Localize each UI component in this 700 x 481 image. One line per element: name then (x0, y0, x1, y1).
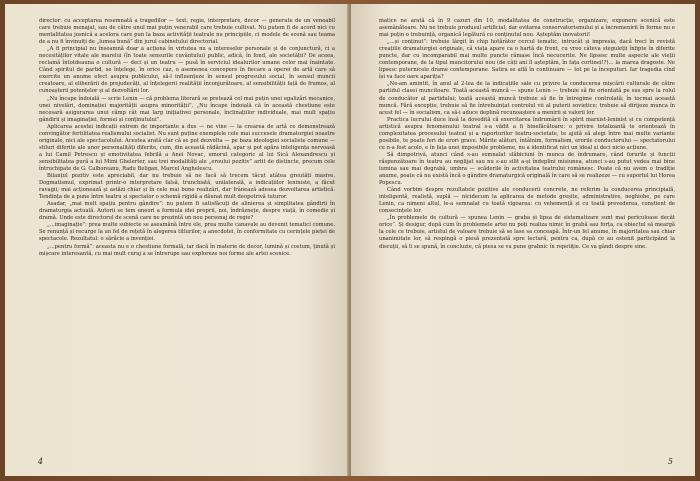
paragraph: Practica lucrului duce însă la dovedită că exercitarea îndrumării în spirit marxist-leninist și cu competență artistică asupra fenomenului teatral s-a vădit a fi binefăcătoare: o privire totalizantă te orientează în complexitatea procesului teatral și a raporturilor teatru-societate, te ajută să alegi între mai multe variante posibile, te poate feri de erori grave. Mărite alături, întâlnim, formalism, erorile conductorului — spectatorului ce n-a fost acolo, e în fața unei imposibile probleme, nu a identificat nici un ideal și deci nicio acțiune. (379, 116, 675, 151)
paragraph: Asadar, „mai mult spațiu pentru gândire”: nu putem fi satisfăcuți de alinierea și simplitatea gândirii în dramaturgia actuală. Autorii se tem uneori a formula idei proprii, noi, îndrăznețe, despre viață, în comedie și dramă. Unde este directorul de scenă care ne prezintă un nou personaj de regie? (39, 201, 335, 222)
paragraph: „Nu încape îndoială — scrie Lenin — că problema literară se pretează cel mai puțin unei egalizări mecanice, unei nivelări, dominației majorității asupra minorității”. „Nu încape îndoială că în această chestiune este necesară asigurarea unui câmp cât mai larg inițiativei personale, înclinațiilor individuale, mai mult spațiu gândirii și imaginației, formei și conținutului”. (39, 95, 335, 123)
paragraph: matice ne arată că în 9 cazuri din 10, modalitatea de construcție, organizare, expunere scenică este asemănătoare. Nu ne trebuie produsul artificial, dar evitarea conservatorismului și a încremenirii în forme nu e mai puțin o trebuință, organică legătură cu conținutul nou. Așteptăm inovatorii! (379, 18, 675, 39)
page-number-left: 4 (38, 457, 44, 466)
paragraph: Aplicarea acestei indicații extrem de importante a dus — ne vine — la crearea de artă ce demonstrează convingător fertilitatea realismului socialist. Nu sunt puține exemplele cele mai succesele dramaturgiei noastre originale, nici ale spectacolului. Acestea arată clar că se pot dezvolta — pe baza ideologiei socialiste comune — stiluri diferite ale unor personalități diferite, cum, din această rădăcină, apar și pot apăra inteligența nervoasă a lui Camil Petrescu și emotivitatea febrilă a Anei Novac, umorul categoric al lui Sică Alexandrescu și sensibilitatea pură a lui Mimi Ghelerter, sau trei modalități ale „eroului pozitiv” artit de distincte, precum cele întruchipate de G. Calboreanu, Radu Beligan, Marcel Anghelescu. (39, 123, 335, 172)
page-number-right: 5 (667, 457, 673, 466)
paragraph: „În problemele de cultură — spunea Lenin — graba și lipsa de sistematizare sunt mai periculoase decât orice”. Și desigur, după cum în problemele artei nu poți realiza nimic în grabă sau forța, ca obiectul să meargă la cele ce trebuie, artistul de valoare trebuie să se lase sa conceapă. Într-un fel anume, în majoritatea sau chiar unanimitate lor, să respingă o piesă prezentată spre lectură, pentru ca, după ce au ostenit participând la discuții, să li se spună, în concluzie, că piesa se va pune grabnic în repetiție. Ce va gândi despre sine. (379, 215, 675, 250)
paragraph: Să dimpotrivă, atunci când s-au semnalat slăbiciuni în munca de îndrumare, când forurile și funcții răspunzătoare în teatru au neglijat sau nu s-au silit a-și îndeplini misiunea, atunci s-au putut vedea mai bine lumina sau mai degrabă, umbra — scăderile în activitatea teatrului românesc. Poate că nu avem o tradiție anume, poate că nu există încă o gândire dramaturgică originală în care să se realizeze — cu suportul lui Horea Popescu. (379, 151, 675, 187)
right-page (351, 4, 695, 476)
paragraph: Bilanțul pozitiv este apreciabil, dar nu trebuie să ne facă să trecem tăcut atâtea greutăți masive. Dogmatismul, exprimat printr-o interpretare falsă, trunchiată, unilaterală, a indicațiilor leniniste, a făcut ravagii; mai acționează și astăzi chiar și în cele mai bune realizări, dar frânează adesea dezvoltarea artistică. Tendința de a pune între teatru și spectator o schemă rigidă a dăunat mult deopotrivă tuturor. (39, 173, 335, 201)
paragraph: Când vorbim despre rezultatele pozitive ale conducerii concrete, ne referim la conducerea principială, inteligentă, realistă, suplă — nicidecum la aplicarea de metode greșite, administrative, neghiobe, pe care Lenin, ca nimeni altul, le-a semnalat cu toată vigoarea: cu vehemență și cu toată prevederea, conștient de consecințele lor. (379, 187, 675, 215)
left-page-text (39, 18, 335, 258)
right-page-text (379, 18, 675, 251)
paragraph: „A fi principial nu înseamnă doar a acționa în virtutea nu a intereselor personale și de conjunctură, ci a necesităților vitale ale marelui (în toate sensurile cuvântului) public, adică, în fond, ale societății? De aceea, reclamă întotdeauna o cultură — deci și un teatru — pusă în serviciul idealurilor umane celor mai înaintate. Când spiritul de partid, se înțelege, în orice caz, o asemenea concepere în fiecare a operei de artă care să exercite un anume efect asupra publicului, să-l influențeze în sensul progresului social, în sensul muncii creatoare, al eliberării de prejudecăți, al înțelegerii realității înconjurătoare, al sensibilității față de frumos, al cunoașterii potențelor și al dezvoltării lor. (39, 46, 335, 95)
paragraph: „Ne-am amintit, în anul al 2-lea de la indicațiile sale cu privire la conducerea mișcării culturale de către partidul clasei muncitoare. Toată această muncă — spune Lenin — trebuie să fie orientată pe sus spre la rolul de conducător al partidului; toată această muncă trebuie să fie în întregime controlată; în tocmai această muncă. Fără excepție, trebuie să fie întrebuințat controlul vii al puterii sovietice; trebuie să dirijeze munca în acest fel — în socialism, ca să-i aduce deplină recunoaștere a menirii și valorii lor. (379, 81, 675, 116)
paragraph: „...și conținut”: trebuie lărgit în chip hotărâtor cercul tematic, intrucât și impresia, dacă treci în revistă creațiile dramaturgiei originale, că viața apare ca o hartă de front, cu vreo câteva steguleții înfipte în diferite puncte, dar cu incomparabil mai multe puncte rămase încă necucerite. Ne lipsesc multe aspecte ale vieții contemporane, de la tipul muncitorului nou (de câți ani îl așteptăm, în fața cortinei!?)... la marea dragoste. Ne lipsesc puternicele drame contemporane. Satira se află în continuare — tot pe la începuturi. Iar tragedia cînd își va face oare apariția? (379, 39, 675, 81)
left-page (5, 4, 349, 476)
paragraph: „...imaginație”: prea multe subiecte se aseamănă între ele, prea multe canavale au devenit tematici comune. Se renunță și recurge la un fel de rețetă în alegerea titlurilor, a anecdotei, în conformitate cu cerințele pieței de spectacole. Rezultatul: o sărăcie a invenției. (39, 222, 335, 243)
paragraph: director: cu acceptarea resemnată a tragedilor — text, regie, interpretare, decor — generate de un veneabil care trebuie menajat, sau de către unul mai puțin venerabil care trebuie cultivat. Nu putem fi de acord nici cu mentalitatea josnică a acelora care pun la baza activității teatrale nu principiile, ci modele de scenă sau teama de a nu fi învinuiți de „lumea bună” din jurul cabinetului directorial. (39, 18, 335, 46)
paragraph: „...pentru formă”: aceasta nu e o chestiune formală, iar dacă în materie de decor, lumină și costum, ținută și mișcare interesantă, cu mai mult curaj a se întrerupe sau exploreze noi forme ale artei scenice. (39, 243, 335, 257)
